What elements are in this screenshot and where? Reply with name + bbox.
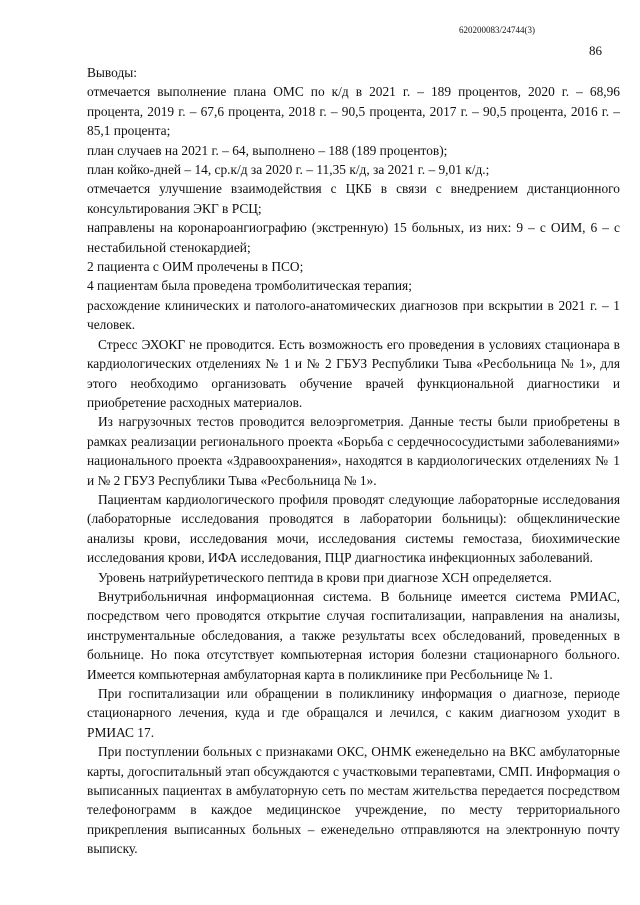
paragraph-diagnosis-discrepancy: расхождение клинических и патолого-анатомических диагнозов при вскрытии в 2021 г. – 1 человек.	[87, 297, 620, 333]
paragraph-hospitalization-info: При госпитализации или обращении в поликлинику информация о диагнозе, периоде стационарного лечения, куда и где обращался и лечился, с каким диагнозом уходит в РМИАС 17.	[87, 686, 620, 740]
paragraph-lab-tests: Пациентам кардиологического профиля проводят следующие лабораторные исследования (лабораторные исследования проводятся в лаборатории больницы): общеклинические анализы крови, исследования мочи, исследования системы гемостаза, биохимические исследования крови, ИФА исследования, ПЦР диагностика инфекционных заболеваний.	[87, 491, 620, 566]
paragraph-info-system: Внутрибольничная информационная система. В больнице имеется система РМИАС, посредством чего проводятся открытие случая госпитализации, направления на анализы, инструментальные обследования, а также результаты всех обследований, проведенных в больнице. Но пока отсутствует компьютерная история болезни стационарного больного. Имеется компьютерная амбулаторная карта в поликлинике при Ресбольнице № 1.	[87, 588, 620, 682]
paragraph-pso: 2 пациента с ОИМ пролечены в ПСО;	[87, 259, 304, 275]
paragraph-load-tests: Из нагрузочных тестов проводится велоэргометрия. Данные тесты были приобретены в рамках реализации регионального проекта «Борьба с сердечнососудистыми заболеваниями» национального проекта «Здравоохранения», находятся в кардиологических отделениях № 1 и № 2 ГБУЗ Республики Тыва «Ресбольница № 1».	[87, 414, 620, 488]
paragraph-angiography: направлены на коронароангиографию (экстренную) 15 больных, из них: 9 – с ОИМ, 6 – с нестабильной стенокардией;	[87, 220, 620, 255]
page-number: 86	[589, 43, 602, 58]
document-id: 620200083/24744(3)	[459, 25, 535, 35]
paragraph-oks-onmk: При поступлении больных с признаками ОКС, ОНМК еженедельно на ВКС амбулаторные карты, догоспитальный этап обсуждаются с участковыми терапевтами, СМП. Информация о выписанных пациентах в амбулаторную сеть по местам жительства передается посредством телефонограмм в каждое медицинское учреждение, по месту территориального прикрепления выписанных больных – еженедельно отправляются на электронную почту выписку.	[87, 744, 620, 857]
paragraph-oms-plan: отмечается выполнение плана ОМС по к/д в 2021 г. – 189 процентов, 2020 г. – 68,96 процента, 2019 г. – 67,6 процента, 2018 г. – 90,5 процента, 2017 г. – 90,5 процента, 2016 г. – 85,1 процента;	[87, 84, 620, 139]
paragraph-thrombolysis: 4 пациентам была проведена тромболитическая терапия;	[87, 278, 412, 294]
paragraph-cases-plan: план случаев на 2021 г. – 64, выполнено – 188 (189 процентов);	[87, 142, 448, 158]
paragraph-natriuretic: Уровень натрийуретического пептида в крови при диагнозе ХСН определяется.	[98, 569, 552, 585]
paragraph-bed-days: план койко-дней – 14, ср.к/д за 2020 г. – 11,35 к/д, за 2021 г. – 9,01 к/д.;	[87, 162, 490, 178]
conclusions-heading: Выводы:	[87, 65, 137, 80]
document-body	[87, 63, 620, 859]
paragraph-ckb-interaction: отмечается улучшение взаимодействия с ЦКБ в связи с внедрением дистанционного консультирования ЭКГ в РСЦ;	[87, 181, 620, 216]
paragraph-stress-echo: Стресс ЭХОКГ не проводится. Есть возможность его проведения в условиях стационара в кардиологических отделениях № 1 и № 2 ГБУЗ Республики Тыва «Ресбольница № 1», для этого необходимо организовать обучение врачей функциональной диагностики и приобретение расходных материалов.	[87, 336, 620, 410]
